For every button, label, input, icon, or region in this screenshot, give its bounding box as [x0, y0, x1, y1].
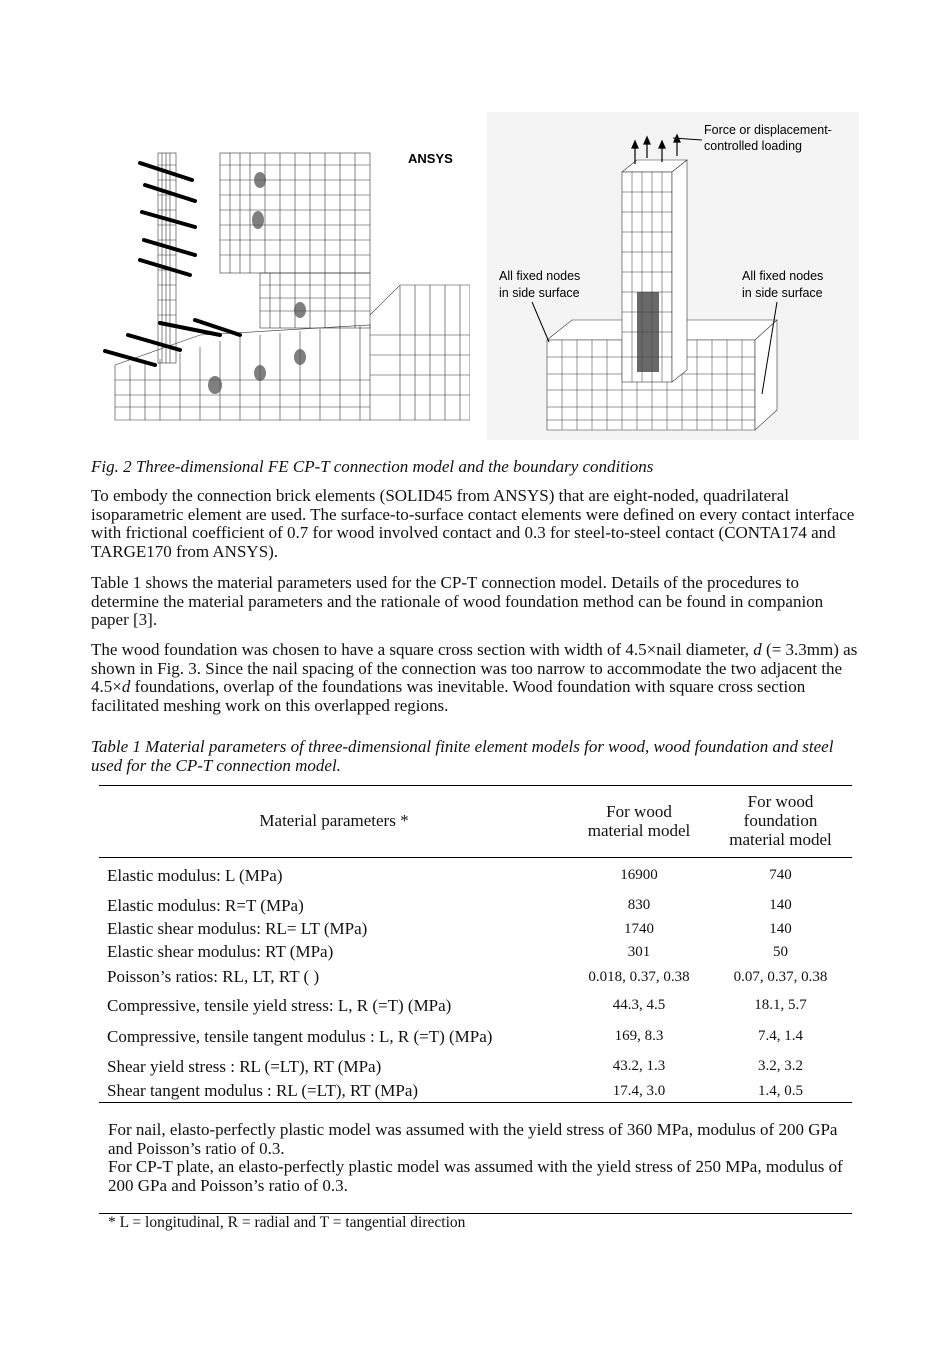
p3-symbol-d: d	[753, 640, 762, 659]
table-footnote: * L = longitudinal, R = radial and T = tangential direction	[108, 1214, 466, 1231]
table-row	[99, 1053, 852, 1081]
row-wood-value: 16900	[620, 867, 658, 884]
row-param: Poisson’s ratios: RL, LT, RT ( )	[107, 967, 320, 986]
table-notes	[108, 1121, 858, 1195]
row-param: Shear tangent modulus : RL (=LT), RT (MPa)	[107, 1081, 419, 1101]
table-row	[99, 1081, 852, 1103]
row-foundation-value: 7.4, 1.4	[758, 1028, 803, 1044]
paragraph-table-reference: Table 1 shows the material parameters used for the CP-T connection model. Details of the procedures to determine the material parameters and the rationale of wood foundation method can be found in companion paper [3].	[91, 573, 824, 629]
loading-label: Force or displacement- controlled loading	[704, 123, 832, 153]
paragraph-contact-elements: To embody the connection brick elements (SOLID45 from ANSYS) that are eight-noded, quadrilateral isoparametric element are used. The surface-to-surface contact elements were defined on every contact interface with frictional coefficient of 0.7 for wood involved contact and 0.3 for steel-to-steel contact (CONTA174 and TARGE170 from ANSYS).	[91, 486, 855, 561]
p3-text-a: The wood foundation was chosen to have a square cross section with width of 4.5×nail diameter,	[91, 640, 754, 659]
p3-text-c: foundations, overlap of the foundations was inevitable. Wood foundation with square cross section facilitated meshing work on this overlapped regions.	[91, 677, 806, 715]
row-param: Elastic shear modulus: RT (MPa)	[107, 942, 334, 961]
row-param: Compressive, tensile yield stress: L, R (=T) (MPa)	[107, 995, 452, 1015]
row-wood-value: 301	[627, 943, 651, 960]
figure-caption: Fig. 2 Three-dimensional FE CP-T connection model and the boundary conditions	[91, 457, 654, 476]
paragraph-wood-foundation	[91, 641, 861, 715]
p3-text-b: (= 3.3mm) as shown in Fig. 3. Since the nail spacing of the connection was too narrow to accommodate the two adjacent the 4.5×	[91, 640, 858, 696]
dense-mesh-regions	[208, 172, 306, 394]
row-foundation-value: 1.4, 0.5	[758, 1082, 803, 1099]
table-row	[99, 941, 852, 964]
table-caption: Table 1 Material parameters of three-dimensional finite element models for wood, wood foundation and steel used for the CP-T connection model.	[91, 737, 834, 775]
row-foundation-value: 140	[769, 920, 792, 937]
row-foundation-value: 0.07, 0.37, 0.38	[733, 968, 828, 985]
table-row	[99, 894, 852, 918]
table-row	[99, 858, 852, 894]
row-param: Elastic shear modulus: RL= LT (MPa)	[107, 919, 368, 938]
table-header-row	[99, 786, 852, 858]
fixed-nodes-left-label: All fixed nodes in side surface	[499, 269, 581, 300]
row-foundation-value: 140	[769, 897, 792, 913]
fixed-nodes-right-label: All fixed nodes in side surface	[742, 269, 824, 300]
table-row	[99, 991, 852, 1021]
row-wood-value: 44.3, 4.5	[612, 997, 666, 1013]
ansys-logo: ANSYS	[408, 151, 453, 166]
material-parameters-table	[99, 785, 852, 1103]
table-row	[99, 964, 852, 991]
row-param: Elastic modulus: R=T (MPa)	[107, 895, 304, 915]
header-material-parameters: Material parameters *	[259, 811, 409, 830]
note-cpt-plate: For CP-T plate, an elasto-perfectly plastic model was assumed with the yield stress of 250 MPa, modulus of 200 GPa and Poisson’s ratio of 0.3.	[108, 1157, 843, 1195]
table-row	[99, 918, 852, 941]
note-nail: For nail, elasto-perfectly plastic model was assumed with the yield stress of 360 MPa, modulus of 200 GPa and Poisson’s ratio of 0.3.	[108, 1120, 838, 1158]
row-wood-value: 0.018, 0.37, 0.38	[588, 968, 690, 985]
row-wood-value: 830	[627, 897, 651, 913]
fe-model-boundary-figure	[487, 112, 859, 440]
row-foundation-value: 50	[773, 943, 788, 960]
header-foundation-model: For wood foundation material model	[729, 792, 832, 849]
nail-region	[637, 292, 659, 372]
row-wood-value: 169, 8.3	[614, 1028, 664, 1044]
row-param: Compressive, tensile tangent modulus : L, R (=T) (MPa)	[107, 1026, 493, 1046]
fe-mesh-closeup-figure	[100, 135, 470, 425]
row-wood-value: 1740	[624, 920, 654, 937]
row-foundation-value: 740	[769, 867, 792, 884]
row-foundation-value: 3.2, 3.2	[758, 1058, 803, 1074]
row-param: Shear yield stress : RL (=LT), RT (MPa)	[107, 1056, 382, 1076]
row-wood-value: 43.2, 1.3	[612, 1058, 666, 1074]
row-foundation-value: 18.1, 5.7	[754, 997, 807, 1013]
row-param: Elastic modulus: L (MPa)	[107, 865, 283, 885]
p3-symbol-d: d	[121, 677, 131, 696]
header-wood-model: For wood material model	[587, 801, 691, 840]
row-wood-value: 17.4, 3.0	[612, 1082, 666, 1099]
table-row	[99, 1021, 852, 1053]
